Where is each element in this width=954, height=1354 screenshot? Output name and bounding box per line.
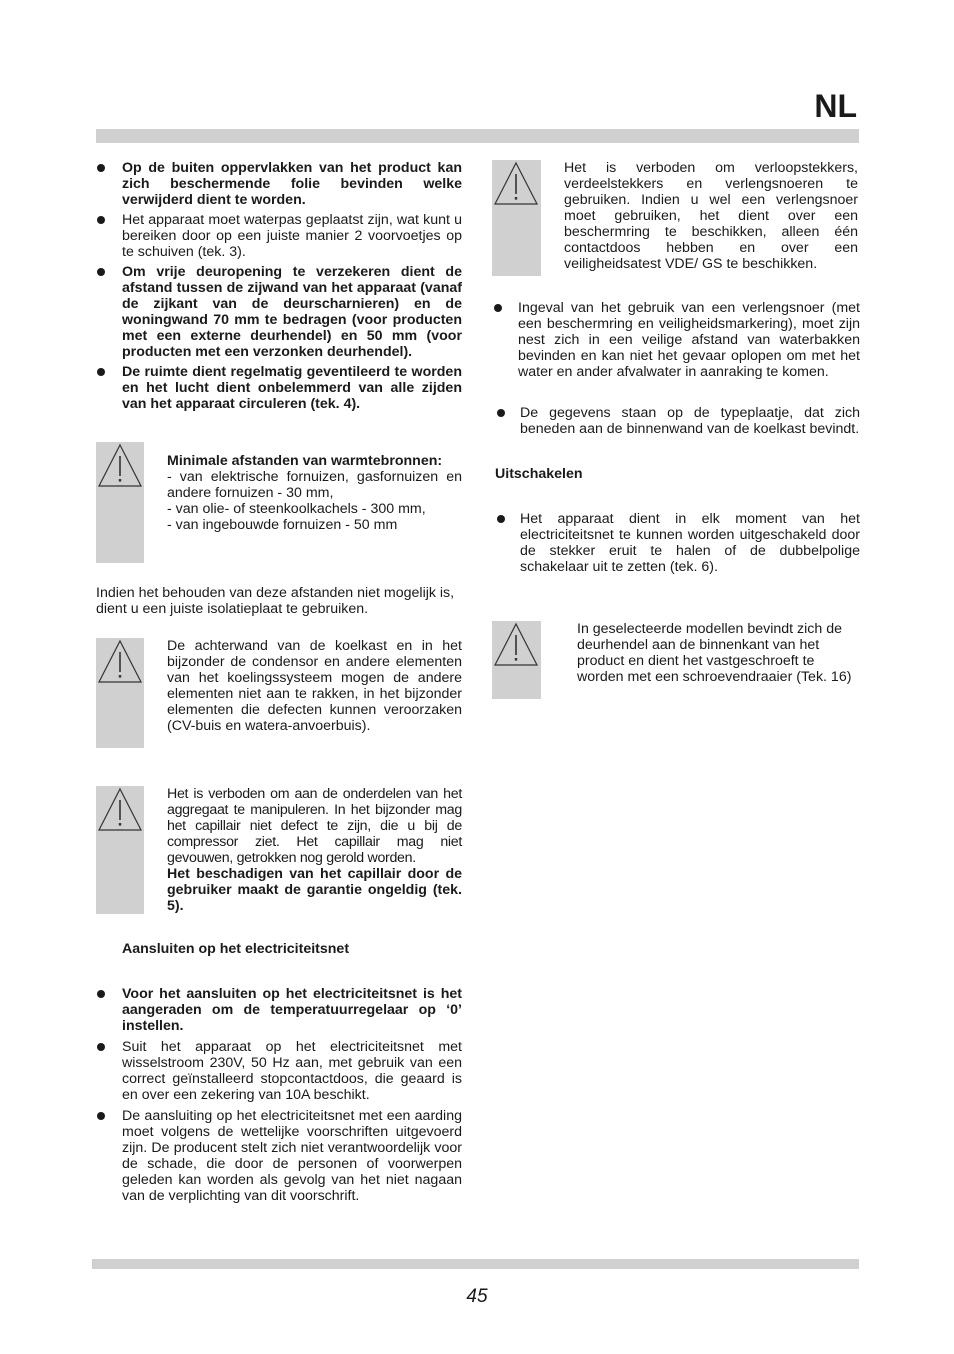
list-item: De gegevens staan op de typeplaatje, dat zich beneden aan de binnenwand van de koelkast bevindt.	[492, 405, 860, 437]
warning-triangle-icon	[492, 621, 540, 669]
warning-text: De achterwand van de koelkast en in het bijzonder de condensor en andere elementen van het koelingssysteem mogen de andere elementen niet aan te rakken, in het bijzonder elementen die defecten kunnen veroorzaken (CV-buis en watera-anvoerbuis).	[167, 638, 462, 734]
bullet-list-electrical	[96, 986, 462, 1204]
page-number: 45	[466, 1286, 488, 1307]
language-code: NL	[814, 88, 857, 124]
bullet-icon	[97, 1112, 105, 1120]
warning-triangle-icon	[96, 442, 144, 490]
warning-panel	[492, 160, 541, 276]
bullet-icon	[97, 216, 105, 224]
section-heading: Aansluiten op het electriciteitsnet	[122, 941, 350, 957]
left-column	[96, 160, 462, 1204]
distance-line: - van olie- of steenkoolkachels - 300 mm,	[167, 501, 426, 517]
right-column	[492, 160, 860, 699]
warning-triangle-icon	[492, 160, 540, 208]
warning-capillary	[96, 786, 462, 914]
warning-text: Het is verboden om aan de onderdelen van het aggregaat te manipuleren. In het bijzonder mag het capillair niet defect te zijn, die u bij de compressor ziet. Het capillair mag niet gevouwen, getrokken nog gerold worden. Het beschadigen van het capillair door de gebruiker maakt de garantie ongeldig (tek. 5).	[167, 786, 462, 914]
warning-text: Het is verboden om verloopstekkers, verdeelstekkers en verlengsnoeren te gebruiken. Indien u wel een verlengsnoer moet gebruiken, het dient over een beschermring te beschikken, alleen één contactdoos hebben en over een veiligheidsatest VDE/ GS te beschikken.	[564, 160, 858, 272]
distance-line: - van elektrische fornuizen, gasfornuizen en andere fornuizen - 30 mm,	[167, 469, 462, 501]
list-item: Het apparaat moet waterpas geplaatst zijn, wat kunt u bereiken door op een juiste manier 2 voorvoetjes op te schuiven (tek. 3).	[96, 212, 462, 260]
warning-rear-wall	[96, 638, 462, 748]
warning-panel	[96, 638, 144, 748]
insulation-note: Indien het behouden van deze afstanden niet mogelijk is, dient u een juiste isolatieplaat te gebruiken.	[96, 585, 455, 617]
section-heading: Uitschakelen	[495, 466, 583, 482]
header-bar	[96, 129, 859, 143]
bullet-icon	[497, 515, 505, 523]
warning-extension-cords	[492, 160, 860, 276]
warning-title: Minimale afstanden van warmtebronnen:	[167, 453, 443, 469]
warning-panel	[96, 442, 144, 563]
list-item: Het apparaat dient in elk moment van het electriciteitsnet te kunnen worden uitgeschakeld door de stekker eruit te halen of de dubbelpolige schakelaar uit te zetten (tek. 6).	[492, 511, 860, 575]
warning-text	[144, 442, 462, 563]
warranty-warning: Het beschadigen van het capillair door de gebruiker maakt de garantie ongeldig (tek. 5).	[167, 866, 462, 914]
bullet-icon	[97, 368, 105, 376]
bullet-icon	[97, 990, 105, 998]
warning-triangle-icon	[96, 638, 144, 686]
list-item: Suit het apparaat op het electriciteitsnet met wisselstroom 230V, 50 Hz aan, met gebruik van een correct geïnstalleerd stopcontactdoos, die geaard is en over een zekering van 10A beschikt.	[96, 1039, 462, 1103]
bullet-icon	[497, 409, 505, 417]
bullet-list-installation	[96, 160, 462, 412]
footer-bar	[92, 1259, 859, 1269]
bullet-icon	[494, 304, 502, 312]
list-item: Op de buiten oppervlakken van het product kan zich beschermende folie bevinden welke verwijderd dient te worden.	[96, 160, 462, 208]
warning-panel	[492, 621, 541, 699]
list-item: Voor het aansluiten op het electriciteitsnet is het aangeraden om de temperatuurregelaar op ‘0’ instellen.	[96, 986, 462, 1034]
warning-door-handle	[492, 621, 860, 699]
bullet-icon	[97, 164, 105, 172]
bullet-icon	[97, 268, 105, 276]
distance-line: - van ingebouwde fornuizen - 50 mm	[167, 517, 398, 533]
warning-panel	[96, 786, 144, 914]
list-item: Ingeval van het gebruik van een verlengsnoer (met een beschermring en veiligheidsmarkering), moet zijn nest zich in een veilige afstand van waterbakken bevinden en kan niet het gevaar oplopen om met het water en ander afvalwater in aanraking te komen.	[492, 300, 860, 380]
list-item: De ruimte dient regelmatig geventileerd te worden en het lucht dient onbelemmerd van alle zijden van het apparaat circuleren (tek. 4).	[96, 364, 462, 412]
warning-triangle-icon	[96, 786, 144, 834]
warning-heat-sources	[96, 442, 462, 563]
list-item: De aansluiting op het electriciteitsnet met een aarding moet volgens de wettelijke voorschriften uitgevoerd zijn. De producent stelt zich niet verantwoordelijk voor de schade, die door de personen of voorwerpen geleden kan worden als gevolg van het niet nagaan van de verplichting van dit voorschrift.	[96, 1108, 462, 1204]
list-item: Om vrije deuropening te verzekeren dient de afstand tussen de zijwand van het apparaat (vanaf de zijkant van de deurscharnieren) en de woningwand 70 mm te bedragen (voor producten met een externe deurhendel) en 50 mm (voor producten met een verzonken deurhendel).	[96, 264, 462, 360]
warning-text: In geselecteerde modellen bevindt zich de deurhendel aan de binnenkant van het product en dient het vastgeschroeft te worden met een schroevendraaier (Tek. 16)	[577, 621, 852, 685]
bullet-icon	[97, 1043, 105, 1051]
